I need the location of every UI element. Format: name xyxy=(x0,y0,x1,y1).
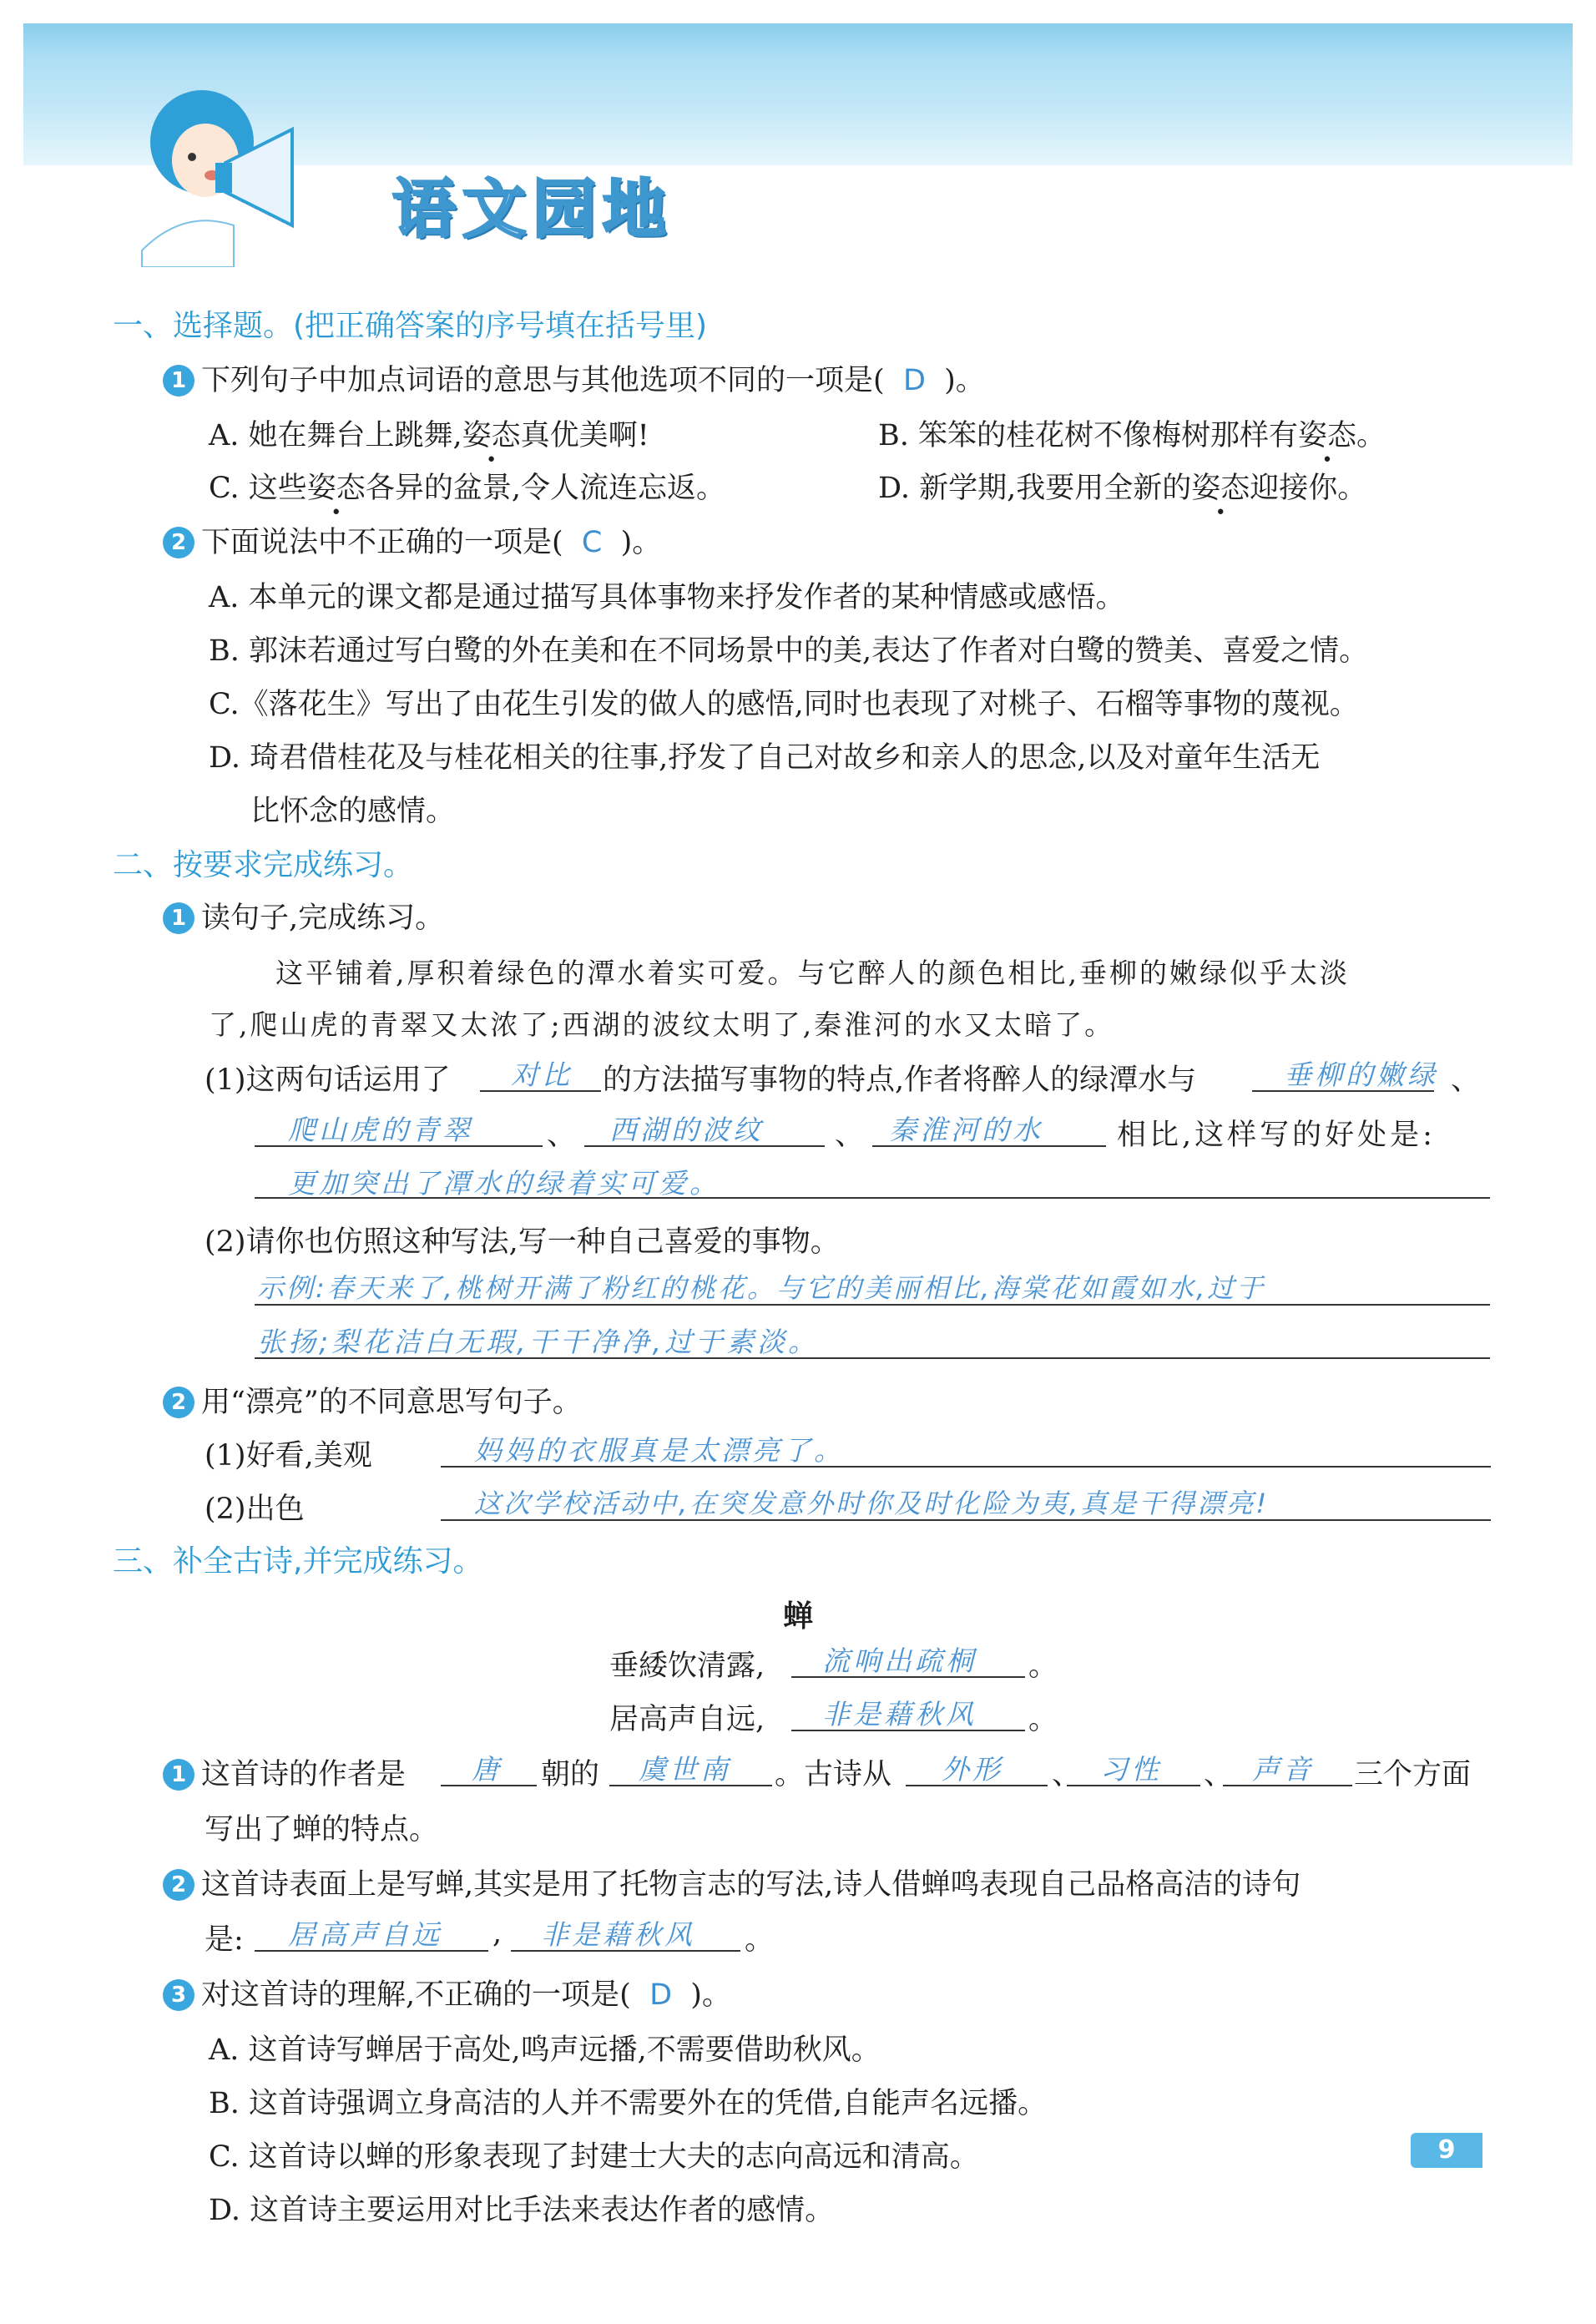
separator: 、 xyxy=(1451,1063,1481,1097)
option-d: D. 新学期,我要用全新的姿态迎接你。 xyxy=(878,472,1367,505)
answer-text: 非是藉秋风 xyxy=(822,1698,977,1730)
item-2-label: (2)出色 xyxy=(205,1493,305,1526)
item-1-label: (1)好看,美观 xyxy=(205,1439,372,1473)
option-b: B. 笨笨的桂花树不像梅树那样有姿态。 xyxy=(878,419,1386,452)
option-c: C. 这些姿态各异的盆景,令人流连忘返。 xyxy=(209,472,725,505)
option-b: B. 郭沫若通过写白鹭的外在美和在不同场景中的美,表达了作者对白鹭的赞美、喜爱之情。 xyxy=(209,634,1369,668)
poem-line-1: 垂緌饮清露, xyxy=(609,1650,765,1683)
answer-text: 居高声自远 xyxy=(288,1918,442,1951)
answer-text: 张扬;梨花洁白无瑕,干干净净,过于素淡。 xyxy=(257,1326,820,1358)
separator: 、 xyxy=(547,1119,577,1152)
question-text: 三个方面 xyxy=(1354,1758,1472,1791)
question-number: 1 xyxy=(163,1759,194,1791)
answer-text: 唐 xyxy=(472,1753,503,1786)
answer-text: 外形 xyxy=(942,1753,1003,1786)
question-1-1: 1 下列句子中加点词语的意思与其他选项不同的一项是( D )。 xyxy=(163,357,985,399)
sub-question-2: (2)请你也仿照这种写法,写一种自己喜爱的事物。 xyxy=(205,1225,840,1259)
answer-text: 流响出疏桐 xyxy=(822,1644,977,1677)
option-d: D. 这首诗主要运用对比手法来表达作者的感情。 xyxy=(209,2194,835,2227)
question-text: 朝的 xyxy=(541,1758,600,1791)
answer-text: 秦淮河的水 xyxy=(889,1114,1043,1146)
section-3-title: 三、补全古诗,并完成练习。 xyxy=(113,1544,483,1579)
separator: , xyxy=(492,1917,503,1950)
answer-text: 妈妈的衣服真是太漂亮了。 xyxy=(474,1434,845,1467)
answer-text: 对比 xyxy=(511,1058,573,1091)
question-number: 2 xyxy=(163,1387,194,1418)
question-end: 。 xyxy=(745,1923,775,1957)
question-number: 3 xyxy=(163,1979,194,2011)
question-number: 1 xyxy=(163,365,194,397)
poem-end-2: 。 xyxy=(1028,1703,1058,1736)
separator: 、 xyxy=(1052,1758,1082,1791)
answer-text: 西湖的波纹 xyxy=(609,1114,764,1146)
section-1-title: 一、选择题。(把正确答案的序号填在括号里) xyxy=(113,309,708,343)
option-a: A. 本单元的课文都是通过描写具体事物来抒发作者的某种情感或感悟。 xyxy=(209,581,1125,614)
answer-text: 示例:春天来了,桃树开满了粉红的桃花。与它的美丽相比,海棠花如霞如水,过于 xyxy=(257,1272,1266,1304)
question-1-2: 2 下面说法中不正确的一项是( C )。 xyxy=(163,519,661,561)
question-number: 2 xyxy=(163,527,194,558)
option-b: B. 这首诗强调立身高洁的人并不需要外在的凭借,自能声名远播。 xyxy=(209,2087,1048,2120)
question-text-cont: 写出了蝉的特点。 xyxy=(205,1813,439,1847)
section-2-title: 二、按要求完成练习。 xyxy=(113,848,414,882)
answer-choice: C xyxy=(581,526,603,559)
answer-text: 这次学校活动中,在突发意外时你及时化险为夷,真是干得漂亮! xyxy=(474,1488,1270,1519)
answer-text: 更加突出了潭水的绿着实可爱。 xyxy=(288,1167,720,1200)
answer-choice: D xyxy=(902,364,926,397)
answer-text: 垂柳的嫩绿 xyxy=(1284,1058,1438,1091)
option-d: D. 琦君借桂花及与桂花相关的往事,抒发了自己对故乡和亲人的思念,以及对童年生活无 xyxy=(209,741,1321,775)
option-a: A. 她在舞台上跳舞,姿态真优美啊! xyxy=(209,419,649,452)
poem-line-2: 居高声自远, xyxy=(609,1703,765,1736)
page-number: 9 xyxy=(1411,2133,1482,2168)
question-2-2: 2 用“漂亮”的不同意思写句子。 xyxy=(163,1379,582,1421)
answer-choice: D xyxy=(649,1978,673,2012)
question-3-1: 1 这首诗的作者是 xyxy=(163,1751,406,1793)
answer-text: 爬山虎的青翠 xyxy=(288,1114,473,1146)
question-2-1: 1 读句子,完成练习。 xyxy=(163,895,444,937)
passage-line-2: 了,爬山虎的青翠又太浓了;西湖的波纹太明了,秦淮河的水又太暗了。 xyxy=(209,1008,1115,1041)
answer-text: 声音 xyxy=(1252,1753,1314,1786)
question-text: 。古诗从 xyxy=(775,1758,892,1791)
option-d-cont: 比怀念的感情。 xyxy=(250,795,456,828)
option-c: C. 这首诗以蝉的形象表现了封建士大夫的志向高远和清高。 xyxy=(209,2140,979,2174)
answer-text: 非是藉秋风 xyxy=(541,1918,695,1951)
sub-question-1-d: 相比,这样写的好处是: xyxy=(1117,1119,1436,1152)
answer-text: 虞世南 xyxy=(639,1753,731,1786)
separator: 、 xyxy=(1204,1758,1234,1791)
poem-title: 蝉 xyxy=(782,1599,813,1634)
poem-end-1: 。 xyxy=(1028,1650,1058,1683)
sub-question-1-b: 的方法描写事物的特点,作者将醉人的绿潭水与 xyxy=(603,1063,1197,1097)
answer-text: 习性 xyxy=(1100,1753,1162,1786)
question-number: 1 xyxy=(163,902,194,934)
separator: 、 xyxy=(835,1119,865,1152)
page-title: 语文园地 xyxy=(392,172,673,246)
question-number: 2 xyxy=(163,1869,194,1901)
option-a: A. 这首诗写蝉居于高处,鸣声远播,不需要借助秋风。 xyxy=(209,2034,881,2067)
girl-megaphone-icon xyxy=(125,83,301,267)
sub-question-1-a: (1)这两句话运用了 xyxy=(205,1063,451,1097)
question-3-3: 3 对这首诗的理解,不正确的一项是( D )。 xyxy=(163,1972,731,2013)
passage-line-1: 这平铺着,厚积着绿色的潭水着实可爱。与它醉人的颜色相比,垂柳的嫩绿似乎太淡 xyxy=(275,957,1350,989)
question-3-2: 2 这首诗表面上是写蝉,其实是用了托物言志的写法,诗人借蝉鸣表现自己品格高洁的诗句 xyxy=(163,1862,1301,1903)
question-text: 是: xyxy=(205,1923,244,1957)
option-c: C.《落花生》写出了由花生引发的做人的感悟,同时也表现了对桃子、石榴等事物的蔑视。 xyxy=(209,688,1359,721)
